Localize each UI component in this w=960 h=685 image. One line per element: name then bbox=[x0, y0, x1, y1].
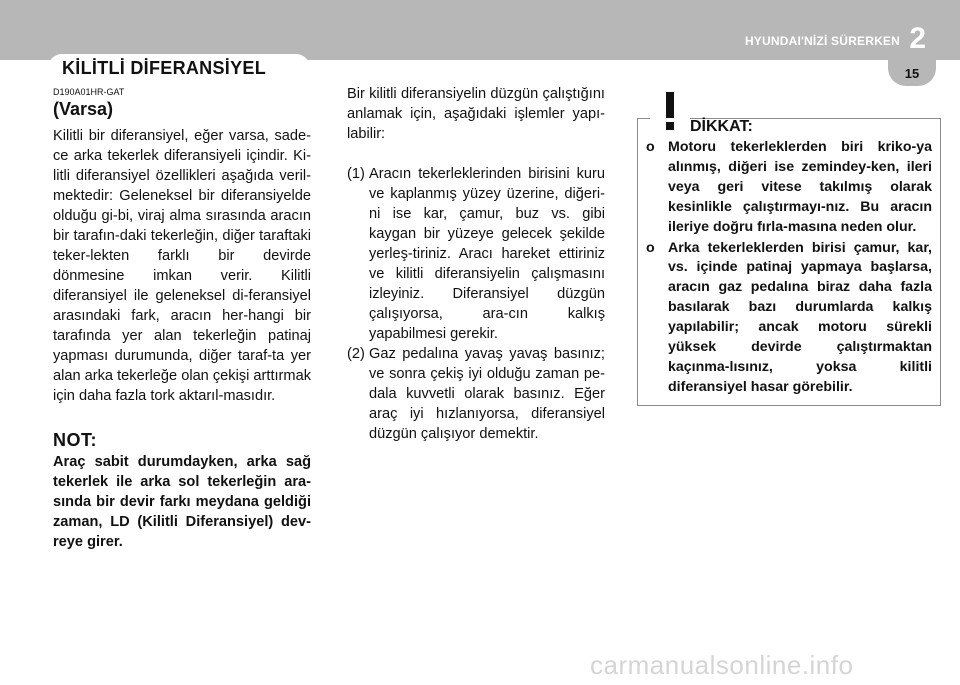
chapter-title: HYUNDAI'NİZİ SÜRERKEN bbox=[744, 34, 900, 48]
left-column bbox=[53, 84, 311, 552]
header-band bbox=[0, 0, 960, 60]
description-paragraph: Kilitli bir diferansiyel, eğer varsa, sade-ce arka tekerlek diferansiyeli içindir. Ki-litli diferansiyel özellikleri aşağıda veril-mektedir: Geleneksel bir diferansiyelde olduğu gi-bi, viraj alma sırasında aracın bir tarafın-daki tekerleğin, diğer taraftaki teker-lekten farklı bir devirde dönmesine imkan verir. Kilitli diferansiyel ile geleneksel di-feransiyel arasındaki fark, aracın her-hangi bir tarafında yer alan tekerleğin patinaj yapması durumunda, diğer taraf-ta yer alan arka tekerleğe olan çekişi arttırmak için daha fazla tork aktarıl-masıdır. bbox=[53, 128, 311, 404]
middle-column bbox=[347, 84, 605, 444]
section-code: D190A01HR-GAT bbox=[53, 87, 125, 97]
step-item bbox=[347, 164, 605, 344]
section-title: KİLİTLİ DİFERANSİYEL bbox=[62, 58, 266, 78]
warning-title: DİKKAT: bbox=[690, 118, 753, 135]
step-item bbox=[347, 344, 605, 444]
bullet: o bbox=[646, 239, 655, 256]
step-text: Gaz pedalına yavaş yavaş basınız; ve sonra çekiş iyi olduğu zaman pe-dala kuvvetli olarak basınız. Eğer araç iyi hızlanıyorsa, diferansiyel düzgün çalışıyor demektir. bbox=[369, 346, 605, 442]
chapter-number: 2 bbox=[909, 22, 926, 55]
bullet: o bbox=[646, 139, 655, 155]
subheading: (Varsa) bbox=[53, 99, 114, 119]
step-number: (1) bbox=[347, 166, 365, 182]
warning-list bbox=[646, 138, 932, 399]
watermark: carmanualsonline.info bbox=[590, 650, 854, 680]
exclamation-icon bbox=[650, 88, 690, 139]
warning-item bbox=[646, 138, 932, 238]
note-text: Araç sabit durumdayken, arka sağ tekerlek ile arka sol tekerleğin ara-sında bir devir farkı meydana geldiği zaman, LD (Kilitli Diferansiyel) dev-reye girer. bbox=[53, 454, 311, 550]
intro-paragraph: Bir kilitli diferansiyelin düzgün çalıştığını anlamak için, aşağıdaki işlemler yapı-labilir: bbox=[347, 86, 605, 142]
warning-item bbox=[646, 239, 932, 398]
step-text: Aracın tekerleklerinden birisini kuru ve kaplanmış yüzey üzerine, diğeri-ni ise kar, çamur, buz vs. gibi kaygan bir yüzeye gelecek şekilde yerleş-tiriniz. Aracı hareket ettiriniz ve kilitli diferansiyelin çalışmasını izleyiniz. Diferansiyel düzgün çalışıyorsa, ara-cın kalkış yapabilmesi gerekir. bbox=[369, 166, 605, 342]
note-label: NOT: bbox=[53, 430, 97, 450]
step-number: (2) bbox=[347, 346, 365, 362]
warning-text: Motoru tekerleklerden biri kriko-ya alınmış, diğeri ise zemindey-ken, ileri veya geri vitese takılmış olarak kesinlikle çalıştırmayı-nız. Bu aracın ileriye doğru fırla-masına neden olur. bbox=[668, 139, 932, 235]
warning-text: Arka tekerleklerden birisi çamur, kar, vs. içinde patinaj yapmaya başlarsa, aracın gaz pedalına biraz daha fazla basılarak bazı durumlarda kalkış yapılabilir; ancak motoru sürekli yüksek devirde çalıştırmaktan kaçınma-lısınız, yoksa kilitli diferansiyel hasar görebilir. bbox=[668, 239, 932, 395]
page-number: 15 bbox=[904, 66, 920, 81]
